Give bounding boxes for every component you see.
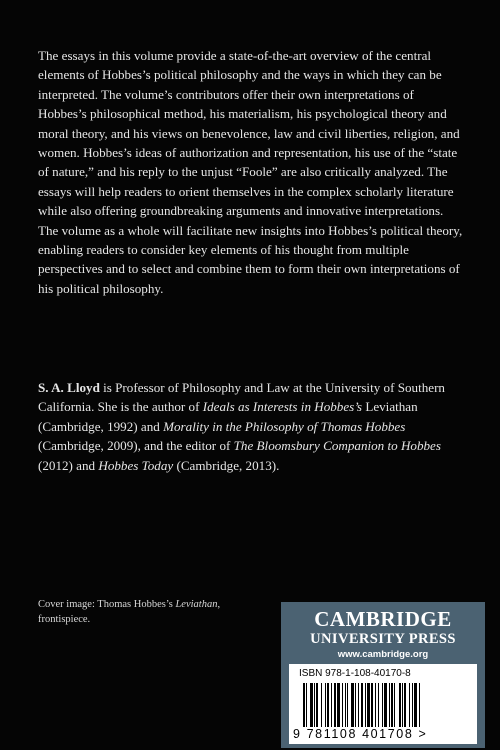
cover-credit (38, 597, 268, 627)
barcode-bar (391, 683, 393, 727)
barcode-bar (316, 683, 318, 727)
barcode-bar (409, 683, 410, 727)
barcode-bar (337, 683, 340, 727)
book-title-1: Ideals as Interests in Hobbes’s (202, 399, 363, 415)
isbn-label: ISBN 978-1-108-40170-8 (299, 668, 411, 679)
cover-credit-suffix: , frontispiece. (38, 599, 221, 625)
barcode-bar (321, 683, 322, 727)
barcode-bar (399, 683, 401, 727)
barcode-bar (314, 683, 315, 727)
author-bio (38, 378, 463, 475)
barcode-bar (306, 683, 307, 727)
barcode-bar (394, 683, 395, 727)
bio-text-1: is Professor of Philosophy and Law at the University of Southern California. She is the author of (38, 380, 445, 415)
barcode-bar (414, 683, 417, 727)
barcode-bar (365, 683, 366, 727)
publisher-panel (281, 602, 485, 748)
barcode-bar (382, 683, 383, 727)
barcode-bar (384, 683, 386, 727)
author-name: S. A. Lloyd (38, 380, 100, 395)
book-title-2: Morality in the Philosophy of Thomas Hobbes (163, 418, 406, 434)
barcode-bar (371, 683, 373, 727)
barcode-bar (331, 683, 332, 727)
book-description: The essays in this volume provide a state-of-the-art overview of the central elements of Hobbes’s political philosophy and the ways in which they can be interpreted. The volume’s contributors offer their own interpretations of Hobbes’s philosophical method, his materialism, his psychological theory and moral theory, and his views on benevolence, law and civil liberties, religion, and women. Hobbes’s ideas of authorization and representation, his use of the “state of nature,” and his reply to the unjust “Foole” are also critically analyzed. The essays will help readers to orient themselves in the complex scholarly literature while also offering groundbreaking arguments and innovative interpretations. The volume as a whole will facilitate new insights into Hobbes’s political theory, enabling readers to consider key elements of his thought from multiple perspectives and to select and combine them to form their own interpretations of his political philosophy. (38, 48, 463, 296)
barcode-bar (355, 683, 356, 727)
barcode-bar (419, 683, 420, 727)
barcode-bar (358, 683, 359, 727)
barcode-bar (404, 683, 406, 727)
barcode-bar (361, 683, 363, 727)
publisher-url: www.cambridge.org (337, 649, 429, 660)
barcode-bar (342, 683, 343, 727)
barcode-bar (389, 683, 390, 727)
publisher-logo-line1: CAMBRIDGE (314, 607, 452, 631)
book-title-3: The Bloomsbury Companion to Hobbes (233, 438, 441, 454)
barcode-bar (334, 683, 336, 727)
barcode-bar (327, 683, 329, 727)
barcode-bar (310, 683, 313, 727)
barcode-area (289, 664, 477, 744)
bio-text-2: Leviathan (Cambridge, 1992) and (38, 399, 418, 434)
barcode-bar (375, 683, 376, 727)
cover-credit-title: Leviathan (175, 599, 218, 610)
cover-credit-prefix: Cover image: Thomas Hobbes’s (38, 599, 176, 610)
barcode-bar (402, 683, 403, 727)
barcode (303, 683, 469, 727)
barcode-bar (378, 683, 379, 727)
bio-text-5: (Cambridge, 2013). (173, 457, 280, 473)
barcode-bar (412, 683, 413, 727)
barcode-bar (325, 683, 326, 727)
bio-text-3: (Cambridge, 2009), and the editor of (38, 438, 234, 454)
publisher-logo-line2: UNIVERSITY PRESS (310, 631, 456, 647)
barcode-bar (351, 683, 353, 727)
barcode-digits: 9 781108 401708 > (293, 727, 428, 741)
book-title-4: Hobbes Today (98, 457, 174, 473)
barcode-bar (367, 683, 370, 727)
bio-text-4: (2012) and (38, 457, 99, 473)
barcode-bar (345, 683, 346, 727)
barcode-bar (303, 683, 305, 727)
barcode-bar (347, 683, 348, 727)
